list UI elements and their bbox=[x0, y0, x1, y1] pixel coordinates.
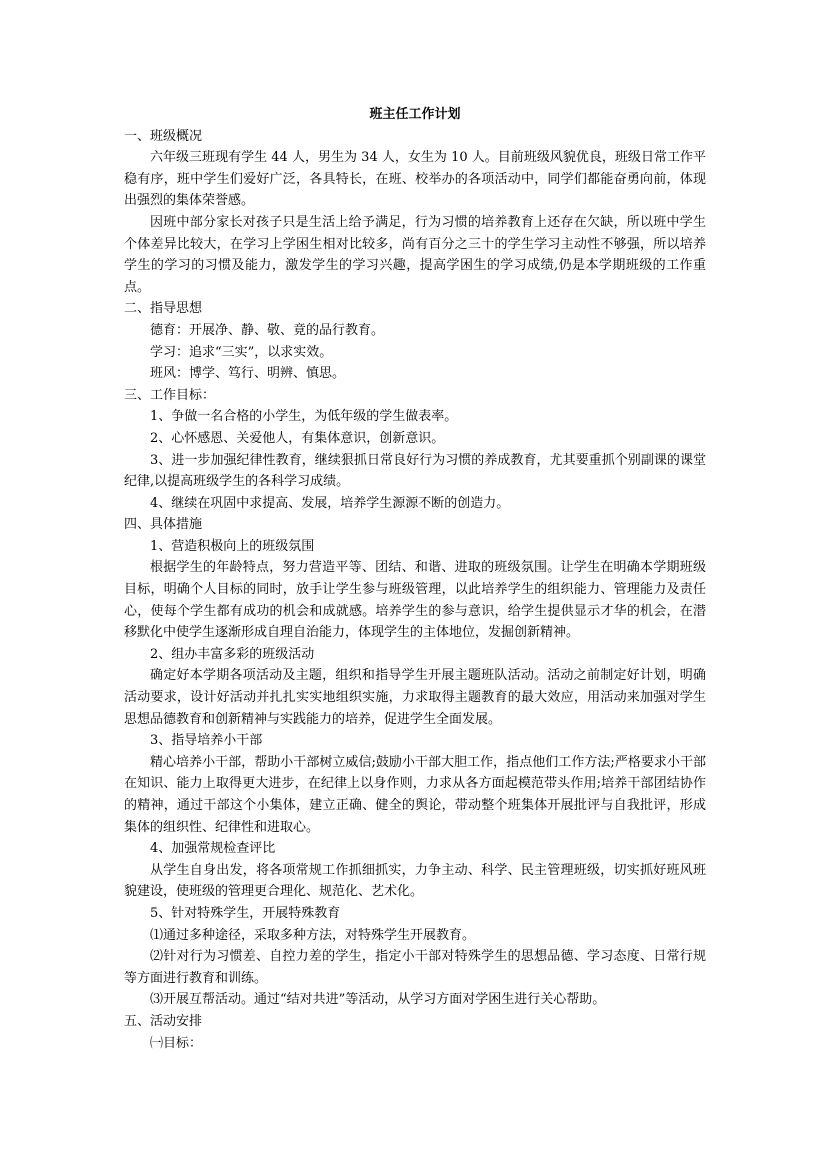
list-item: 4、继续在巩固中求提高、发展，培养学生源源不断的创造力。 bbox=[150, 495, 510, 511]
subheading: 3、指导培养小干部 bbox=[150, 733, 263, 749]
section-heading-goals: 三、工作目标： bbox=[124, 387, 216, 403]
list-item: ⑴通过多种途径，采取多种方法，对特殊学生开展教育。 bbox=[150, 927, 476, 943]
list-item: 2、心怀感恩、关爱他人，有集体意识，创新意识。 bbox=[150, 430, 445, 446]
subheading: 1、营造积极向上的班级氛围 bbox=[150, 538, 315, 554]
subheading: 5、针对特殊学生，开展特殊教育 bbox=[150, 905, 341, 921]
paragraph: 因班中部分家长对孩子只是生活上给予满足，行为习惯的培养教育上还存在欠缺，所以班中学生个体差异比较大，在学习上学困生相对比较多，尚有百分之三十的学生学习主动性不够强，所以培养学生的学习的习惯及能力，激发学生的学习兴趣，提高学困生的学习成绩,仍是本学期班级的工作重点。 bbox=[124, 214, 706, 295]
section-heading-measures: 四、具体措施 bbox=[124, 517, 203, 533]
list-item: ⑶开展互帮活动。通过“结对共进”等活动，从学习方面对学困生进行关心帮助。 bbox=[150, 992, 606, 1008]
document-page bbox=[124, 104, 706, 1054]
paragraph: 班风：博学、笃行、明辨、慎思。 bbox=[150, 366, 346, 382]
paragraph: 确定好本学期各项活动及主题，组织和指导学生开展主题班队活动。活动之前制定好计划，明确活动要求，设计好活动并扎扎实实地组织实施，力求取得主题教育的最大效应，用活动来加强对学生思想品德教育和创新精神与实践能力的培养，促进学生全面发展。 bbox=[124, 668, 706, 727]
section-heading-guiding-ideology: 二、指导思想 bbox=[124, 301, 203, 317]
paragraph: 根据学生的年龄特点，努力营造平等、团结、和谐、进取的班级氛围。让学生在明确本学期班级目标，明确个人目标的同时，放手让学生参与班级管理，以此培养学生的组织能力、管理能力及责任心，使每个学生都有成功的机会和成就感。培养学生的参与意识，给学生提供显示才华的机会，在潜移默化中使学生逐渐形成自理自治能力，体现学生的主体地位，发掘创新精神。 bbox=[124, 560, 706, 641]
section-heading-activities: 五、活动安排 bbox=[124, 1013, 203, 1029]
list-item: ⑵针对行为习惯差、自控力差的学生，指定小干部对特殊学生的思想品德、学习态度、日常行规等方面进行教育和训练。 bbox=[124, 949, 706, 986]
paragraph: 六年级三班现有学生 44 人，男生为 34 人，女生为 10 人。目前班级风貌优良，班级日常工作平稳有序，班中学生们爱好广泛，各具特长，在班、校举办的各项活动中，同学们都能奋勇向前，体现出强烈的集体荣誉感。 bbox=[124, 150, 706, 209]
section-heading-overview: 一、班级概况 bbox=[124, 128, 203, 144]
subheading: 4、加强常规检查评比 bbox=[150, 841, 276, 857]
document-title: 班主任工作计划 bbox=[369, 107, 461, 122]
list-item: 3、进一步加强纪律性教育，继续狠抓日常良好行为习惯的养成教育，尤其要重抓个别副课的课堂纪律,以提高班级学生的各科学习成绩。 bbox=[124, 452, 706, 490]
paragraph: 德育：开展净、静、敬、竟的品行教育。 bbox=[150, 322, 385, 338]
paragraph: 学习：追求“三实”，以求实效。 bbox=[150, 344, 333, 360]
paragraph: 从学生自身出发，将各项常规工作抓细抓实，力争主动、科学、民主管理班级，切实抓好班风班貌建设，使班级的管理更合理化、规范化、艺术化。 bbox=[124, 862, 706, 900]
subheading: 2、组办丰富多彩的班级活动 bbox=[150, 646, 315, 662]
paragraph: 精心培养小干部，帮助小干部树立威信;鼓励小干部大胆工作，指点他们工作方法;严格要求小干部在知识、能力上取得更大进步，在纪律上以身作则，力求从各方面起模范带头作用;培养干部团结协作的精神，通过干部这个小集体，建立正确、健全的舆论，带动整个班集体开展批评与自我批评，形成集体的组织性、纪律性和进取心。 bbox=[124, 754, 706, 835]
subheading: ㈠目标： bbox=[150, 1035, 203, 1051]
list-item: 1、争做一名合格的小学生，为低年级的学生做表率。 bbox=[150, 409, 458, 425]
